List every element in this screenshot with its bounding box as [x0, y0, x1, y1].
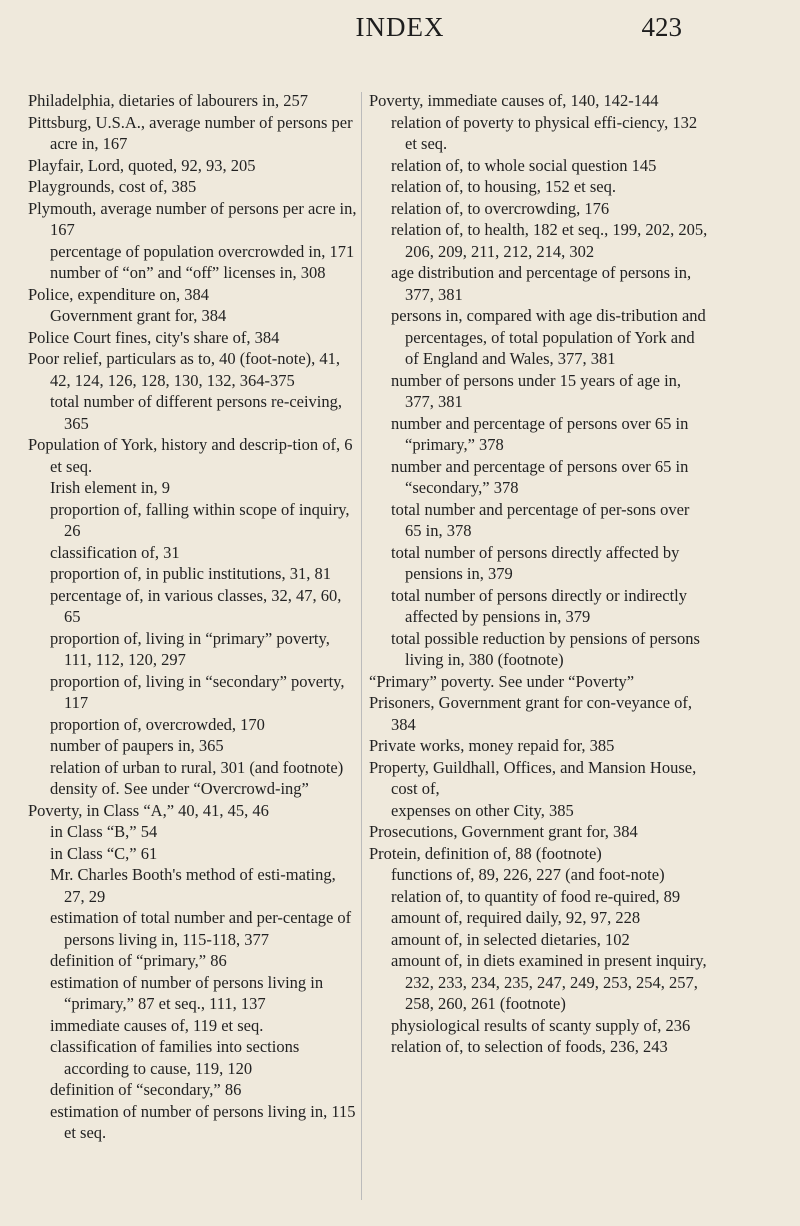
index-subentry: relation of, to health, 182 et seq., 199, 202, 205, 206, 209, 211, 212, 214, 302 [391, 220, 708, 261]
index-subentry: number of paupers in, 365 [50, 736, 224, 755]
index-subentry: amount of, required daily, 92, 97, 228 [391, 908, 641, 927]
index-subentry: relation of, to whole social question 145 [391, 155, 657, 175]
index-subentry: proportion of, living in “secondary” poverty, 117 [50, 671, 345, 712]
index-subentry: relation of, to selection of foods, 236, 243 [391, 1037, 668, 1056]
index-entry: Police Court fines, city's share of, 384 [28, 327, 280, 347]
index-subentry: expenses on other City, 385 [391, 800, 574, 820]
left-column [28, 90, 358, 1144]
index-subentry: proportion of, living in “primary” poverty, 111, 112, 120, 297 [50, 628, 330, 669]
index-subentry: relation of, to quantity of food re-quired, 89 [391, 886, 681, 906]
index-subentry: in Class “B,” 54 [50, 822, 158, 841]
index-subentry: definition of “secondary,” 86 [50, 1080, 242, 1099]
index-entry: “Primary” poverty. See under “Poverty” [369, 671, 635, 691]
index-entry: Playgrounds, cost of, 385 [28, 177, 197, 196]
index-subentry: total possible reduction by pensions of persons living in, 380 (footnote) [391, 628, 700, 669]
index-entry: Pittsburg, U.S.A., average number of persons per acre in, 167 [28, 112, 353, 153]
index-subentry: Irish element in, 9 [50, 478, 171, 497]
index-subentry: total number of different persons re-ceiving, 365 [50, 392, 343, 433]
index-entry: Prosecutions, Government grant for, 384 [369, 822, 638, 841]
index-subentry: relation of urban to rural, 301 (and footnote) [50, 757, 344, 777]
index-subentry: relation of, to housing, 152 et seq. [391, 177, 617, 196]
index-subentry: relation of poverty to physical effi-ciency, 132 et seq. [391, 112, 698, 153]
index-subentry: immediate causes of, 119 et seq. [50, 1015, 264, 1035]
index-subentry: number and percentage of persons over 65 in “secondary,” 378 [391, 456, 689, 497]
index-subentry: total number and percentage of per-sons over 65 in, 378 [391, 499, 690, 540]
index-subentry: age distribution and percentage of persons in, 377, 381 [391, 263, 692, 304]
index-subentry: classification of, 31 [50, 542, 180, 562]
index-subentry: in Class “C,” 61 [50, 843, 158, 863]
index-subentry: Mr. Charles Booth's method of esti-mating, 27, 29 [50, 865, 336, 906]
index-subentry: definition of “primary,” 86 [50, 951, 227, 970]
index-entry: Property, Guildhall, Offices, and Mansion House, cost of, [369, 757, 697, 798]
index-subentry: number of “on” and “off” licenses in, 308 [50, 263, 326, 282]
index-subentry: amount of, in selected dietaries, 102 [391, 929, 630, 949]
index-entry: Poverty, immediate causes of, 140, 142-144 [369, 91, 659, 110]
index-entry: Poor relief, particulars as to, 40 (foot-note), 41, 42, 124, 126, 128, 130, 132, 364-375 [28, 349, 341, 390]
page-number: 423 [641, 12, 682, 42]
index-subentry: amount of, in diets examined in present inquiry, 232, 233, 234, 235, 247, 249, 253, 254, 257, 258, 260, 261 (footnote) [391, 951, 707, 1013]
index-subentry: proportion of, overcrowded, 170 [50, 714, 265, 734]
index-entry: Police, expenditure on, 384 [28, 284, 210, 304]
index-subentry: relation of, to overcrowding, 176 [391, 198, 610, 218]
index-entry: Plymouth, average number of persons per acre in, 167 [28, 198, 357, 239]
index-subentry: estimation of number of persons living in, 115 et seq. [50, 1101, 356, 1142]
index-subentry: number and percentage of persons over 65 in “primary,” 378 [391, 413, 689, 454]
index-subentry: number of persons under 15 years of age in, 377, 381 [391, 370, 682, 411]
index-subentry: density of. See under “Overcrowd-ing” [50, 779, 309, 798]
column-divider [361, 92, 362, 1200]
index-subentry: estimation of total number and per-centage of persons living in, 115-118, 377 [50, 908, 352, 949]
index-subentry: functions of, 89, 226, 227 (and foot-note) [391, 865, 665, 884]
index-subentry: classification of families into sections according to cause, 119, 120 [50, 1037, 300, 1078]
index-subentry: proportion of, in public institutions, 31, 81 [50, 564, 331, 583]
index-subentry: total number of persons directly or indirectly affected by pensions in, 379 [391, 585, 688, 626]
index-subentry: percentage of population overcrowded in, 171 [50, 241, 355, 261]
right-column [369, 90, 709, 1058]
index-entry: Protein, definition of, 88 (footnote) [369, 843, 602, 863]
index-subentry: proportion of, falling within scope of inquiry, 26 [50, 499, 350, 540]
index-subentry: Government grant for, 384 [50, 306, 227, 325]
index-entry: Philadelphia, dietaries of labourers in, 257 [28, 91, 308, 110]
index-subentry: physiological results of scanty supply of, 236 [391, 1015, 691, 1035]
index-subentry: persons in, compared with age dis-tribution and percentages, of total population of York and of England and Wales, 377, 381 [391, 306, 706, 368]
index-entry: Prisoners, Government grant for con-veyance of, 384 [369, 693, 693, 734]
index-entry: Playfair, Lord, quoted, 92, 93, 205 [28, 155, 256, 175]
index-entry: Private works, money repaid for, 385 [369, 736, 615, 755]
index-subentry: estimation of number of persons living in “primary,” 87 et seq., 111, 137 [50, 972, 324, 1013]
index-subentry: total number of persons directly affected by pensions in, 379 [391, 542, 680, 583]
index-entry: Population of York, history and descrip-tion of, 6 et seq. [28, 435, 353, 476]
index-subentry: percentage of, in various classes, 32, 47, 60, 65 [50, 585, 342, 626]
index-entry: Poverty, in Class “A,” 40, 41, 45, 46 [28, 800, 269, 820]
page-title: INDEX [355, 12, 445, 42]
